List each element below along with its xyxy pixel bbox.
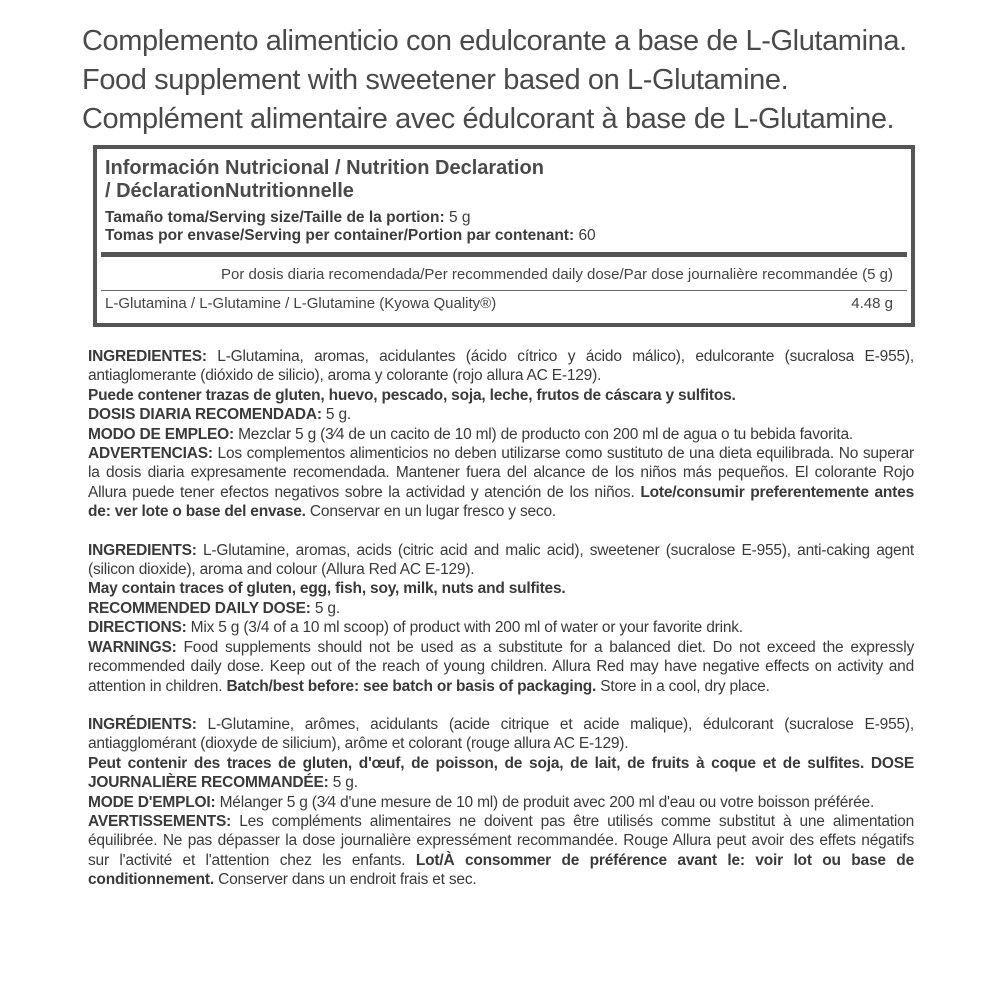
es-usage-text: Mezclar 5 g (3⁄4 de un cacito de 10 ml) de producto con 200 ml de agua o tu bebida favorita. (233, 425, 853, 443)
en-warnings-text: Food supplements should not be used as a substitute for a balanced diet. Do not exceed the expressly recommended daily dose. Keep out of the reach of young children. Allura Red may have negative effects on activity and attention in children. (88, 638, 914, 695)
product-titles (82, 22, 982, 139)
fr-usage (88, 793, 914, 812)
thick-divider (101, 252, 907, 257)
en-ingredients (88, 541, 914, 580)
servings-value: 60 (578, 227, 596, 244)
es-traces-text: Puede contener trazas de gluten, huevo, pescado, soja, leche, frutos de cáscara y sulfitos. (88, 386, 736, 404)
es-ingredients-label: INGREDIENTES: (88, 348, 207, 365)
en-batch-label: Batch/best before: see batch or basis of packaging. (226, 677, 597, 695)
nutrition-heading (105, 157, 903, 203)
nutrient-value: 4.48 g (851, 295, 893, 312)
label-body-text (88, 347, 914, 890)
es-usage (88, 425, 914, 444)
fr-traces-dose-label: Peut contenir des traces de gluten, d'œuf, de poisson, de soja, de lait, de fruits à coque et de sulfites. DOSE JOURNALIÈRE RECOMMANDÉE: (88, 754, 914, 792)
en-ingredients-label: INGREDIENTS: (88, 541, 197, 559)
en-storage-text: Store in a cool, dry place. (596, 677, 770, 695)
title-english: Food supplement with sweetener based on L-Glutamine. (82, 64, 789, 96)
nutrition-row (105, 295, 893, 313)
es-storage-text: Conservar en un lugar fresco y seco. (305, 503, 556, 521)
es-dose (88, 405, 914, 424)
en-warnings (88, 638, 914, 696)
es-warnings-text: Los complementos alimenticios no deben utilizarse como sustituto de una dieta equilibrada. No superar la dosis diaria expresamente recomendada. Mantener fuera del alcance de los niños más pequeños. El colorante Rojo Allura puede tener efectos negativos sobre la actividad y atención de los niños. (88, 445, 914, 501)
fr-warnings-label: AVERTISSEMENTS: (88, 812, 232, 830)
fr-usage-text: Mélanger 5 g (3⁄4 d'une mesure de 10 ml) de produit avec 200 ml d'eau ou votre boisson préférée. (215, 793, 875, 811)
servings-label: Tomas por envase/Serving per container/Portion par contenant: (105, 227, 575, 244)
en-dose-text: 5 g. (310, 599, 340, 617)
nutrition-heading-line1: Información Nutricional / Nutrition Declaration (105, 157, 544, 179)
fr-batch-label: Lot/À consommer de préférence avant le: voir lot ou base de conditionnement. (88, 851, 914, 889)
en-traces (88, 579, 914, 598)
fr-ingredients-label: INGRÉDIENTS: (88, 715, 197, 733)
section-gap (88, 696, 914, 715)
dose-column-header: Por dosis diaria recomendada/Per recommended daily dose/Par dose journalière recommandée (5 g) (220, 266, 893, 283)
nutrition-panel (93, 145, 915, 327)
fr-warnings (88, 812, 914, 890)
en-dose-label: RECOMMENDED DAILY DOSE: (88, 599, 311, 617)
nutrition-heading-line2: / DéclarationNutritionnelle (105, 180, 354, 202)
en-usage-label: DIRECTIONS: (88, 619, 187, 637)
serving-info (105, 209, 903, 245)
fr-warnings-text: Les compléments alimentaires ne doivent pas être utilisés comme substitut à une alimentation équilibrée. Ne pas dépasser la dose journalière expressément recommandée. Rouge Allura peut avoir des effets négatifs sur l'activité et l'attention chez les enfants. (88, 812, 914, 869)
section-gap (88, 522, 914, 541)
fr-storage-text: Conserver dans un endroit frais et sec. (213, 871, 477, 889)
en-traces-text: May contain traces of gluten, egg, fish, soy, milk, nuts and sulfites. (88, 580, 566, 598)
es-ingredients-text: L-Glutamina, aromas, acidulantes (ácido cítrico y ácido málico), edulcorante (sucralosa E-955), antiaglomerante (dióxido de silicio), aroma y colorante (rojo allura AC E-129). (88, 348, 914, 385)
es-dose-label: DOSIS DIARIA RECOMENDADA: (88, 406, 322, 424)
fr-traces-dose (88, 754, 914, 793)
title-spanish: Complemento alimenticio con edulcorante a base de L-Glutamina. (82, 25, 907, 57)
es-warnings (88, 444, 914, 522)
en-usage-text: Mix 5 g (3/4 of a 10 ml scoop) of product with 200 ml of water or your favorite drink. (186, 619, 743, 637)
fr-ingredients (88, 715, 914, 754)
es-dose-text: 5 g. (321, 406, 351, 424)
fr-usage-label: MODE D'EMPLOI: (88, 793, 216, 811)
serving-size-line (105, 209, 903, 227)
en-ingredients-text: L-Glutamine, aromas, acids (citric acid and malic acid), sweetener (sucralose E-955), anti-caking agent (silicon dioxide), aroma and colour (Allura Red AC E-129). (88, 541, 914, 579)
fr-ingredients-text: L-Glutamine, arômes, acidulants (acide citrique et acide malique), édulcorant (sucralose E-955), antiagglomérant (dioxyde de silicium), arôme et colorant (rouge allura AC E-129). (88, 715, 914, 753)
es-usage-label: MODO DE EMPLEO: (88, 425, 234, 443)
en-warnings-label: WARNINGS: (88, 638, 177, 656)
es-batch-label: Lote/consumir preferentemente antes de: ver lote o base del envase. (88, 483, 914, 521)
serving-size-label: Tamaño toma/Serving size/Taille de la portion: (105, 209, 445, 226)
en-usage (88, 618, 914, 637)
nutrient-name: L-Glutamina / L-Glutamine / L-Glutamine (Kyowa Quality®) (105, 295, 497, 312)
es-ingredients (88, 347, 914, 386)
thin-divider (101, 290, 907, 291)
title-french: Complément alimentaire avec édulcorant à base de L-Glutamine. (82, 103, 895, 135)
es-traces (88, 386, 914, 405)
servings-per-container-line (105, 227, 903, 245)
serving-size-value: 5 g (448, 209, 471, 226)
es-warnings-label: ADVERTENCIAS: (88, 445, 213, 463)
en-dose (88, 599, 914, 618)
fr-dose-text: 5 g. (328, 774, 358, 792)
